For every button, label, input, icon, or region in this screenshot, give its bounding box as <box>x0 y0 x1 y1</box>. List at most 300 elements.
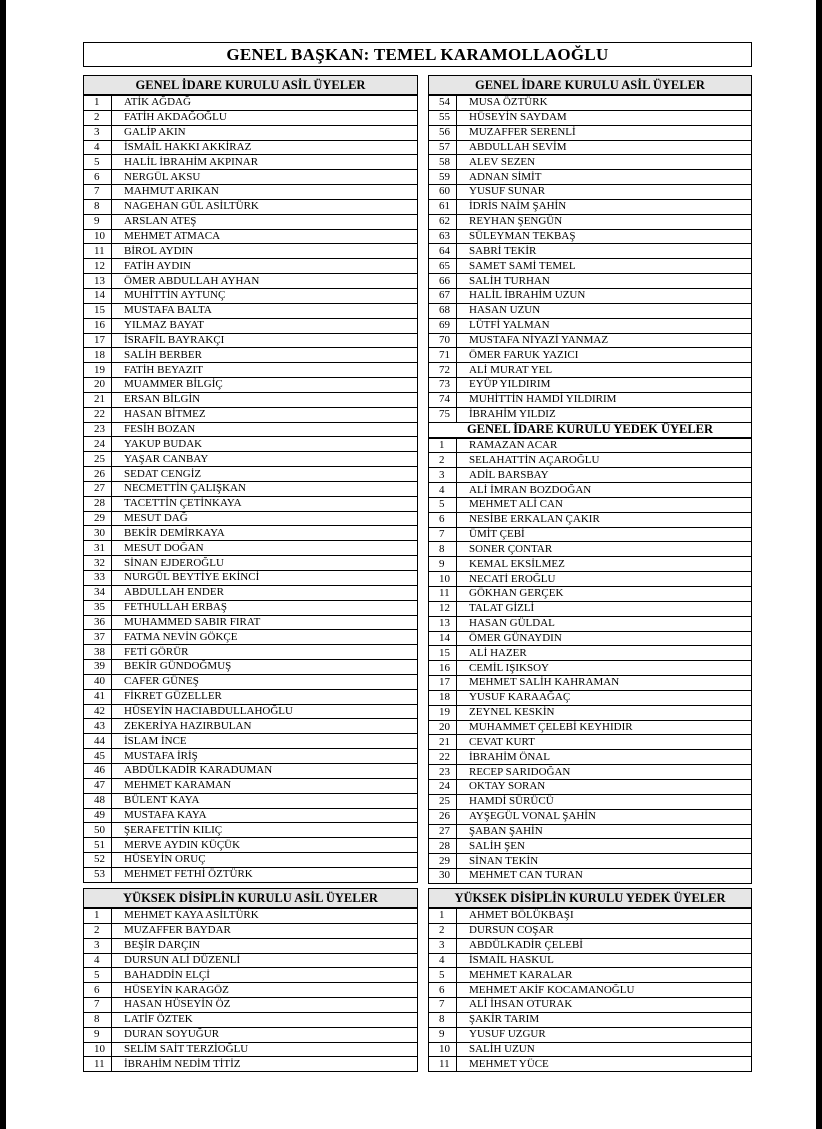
member-number: 6 <box>84 170 112 185</box>
member-name: KEMAL EKSİLMEZ <box>457 557 752 572</box>
member-number: 13 <box>429 616 457 631</box>
member-number: 11 <box>429 587 457 602</box>
member-number: 7 <box>429 998 457 1013</box>
table-row <box>84 392 418 407</box>
member-number: 4 <box>429 483 457 498</box>
table-row <box>429 527 752 542</box>
table-row <box>429 909 752 924</box>
table-row <box>84 378 418 393</box>
table-row <box>84 998 418 1013</box>
member-name: GÖKHAN GERÇEK <box>457 587 752 602</box>
member-number: 4 <box>84 953 112 968</box>
table-row <box>429 497 752 512</box>
member-number: 28 <box>84 496 112 511</box>
member-number: 12 <box>429 601 457 616</box>
table-row <box>84 407 418 422</box>
member-number: 3 <box>429 938 457 953</box>
table-row <box>84 615 418 630</box>
member-number: 53 <box>84 867 112 882</box>
member-name: LATİF ÖZTEK <box>112 1012 418 1027</box>
member-name: BEKİR GÜNDOĞMUŞ <box>112 660 418 675</box>
ydk-yedek-section <box>428 888 752 1072</box>
member-number: 55 <box>429 110 457 125</box>
member-name: FİKRET GÜZELLER <box>112 689 418 704</box>
member-name: HÜSEYİN HACIABDULLAHOĞLU <box>112 704 418 719</box>
member-number: 11 <box>429 1057 457 1072</box>
table-row <box>84 867 418 882</box>
table-row <box>429 923 752 938</box>
member-number: 45 <box>84 749 112 764</box>
member-number: 54 <box>429 96 457 111</box>
table-row <box>429 170 752 185</box>
table-row <box>84 363 418 378</box>
table-row <box>429 953 752 968</box>
member-name: ABDÜLKADİR KARADUMAN <box>112 763 418 778</box>
table-row <box>84 303 418 318</box>
member-name: HASAN UZUN <box>457 303 752 318</box>
ydk-asil-table <box>83 908 418 1072</box>
table-row <box>84 452 418 467</box>
table-row <box>84 938 418 953</box>
table-row <box>84 170 418 185</box>
member-name: DURAN SOYUĞUR <box>112 1027 418 1042</box>
member-number: 63 <box>429 229 457 244</box>
table-row <box>429 690 752 705</box>
member-number: 9 <box>429 557 457 572</box>
table-row <box>84 496 418 511</box>
member-name: SAMET SAMİ TEMEL <box>457 259 752 274</box>
member-number: 7 <box>429 527 457 542</box>
table-row <box>84 909 418 924</box>
ydk-yedek-table <box>428 908 752 1072</box>
table-row <box>429 185 752 200</box>
member-number: 6 <box>429 512 457 527</box>
member-name: HÜSEYİN SAYDAM <box>457 110 752 125</box>
member-name: NECATİ EROĞLU <box>457 572 752 587</box>
gik-asil-table-right <box>428 95 752 423</box>
table-row <box>84 630 418 645</box>
table-row <box>84 1012 418 1027</box>
member-name: YILMAZ BAYAT <box>112 318 418 333</box>
member-number: 37 <box>84 630 112 645</box>
member-number: 24 <box>429 779 457 794</box>
table-row <box>84 467 418 482</box>
section-title-ydk-asil: YÜKSEK DİSİPLİN KURULU ASİL ÜYELER <box>83 888 418 908</box>
table-row <box>84 155 418 170</box>
member-name: HASAN GÜLDAL <box>457 616 752 631</box>
table-row <box>84 437 418 452</box>
member-number: 18 <box>84 348 112 363</box>
member-name: MEHMET KARALAR <box>457 968 752 983</box>
member-number: 19 <box>429 705 457 720</box>
member-name: ALEV SEZEN <box>457 155 752 170</box>
member-name: MUHAMMED SABIR FIRAT <box>112 615 418 630</box>
member-name: HALİL İBRAHİM UZUN <box>457 288 752 303</box>
member-number: 69 <box>429 318 457 333</box>
member-number: 74 <box>429 392 457 407</box>
member-number: 28 <box>429 839 457 854</box>
member-number: 66 <box>429 274 457 289</box>
table-row <box>84 968 418 983</box>
table-row <box>429 363 752 378</box>
member-number: 1 <box>84 909 112 924</box>
member-number: 3 <box>84 125 112 140</box>
member-number: 5 <box>84 155 112 170</box>
member-name: MESUT DAĞ <box>112 511 418 526</box>
member-name: ALİ İMRAN BOZDOĞAN <box>457 483 752 498</box>
member-number: 60 <box>429 185 457 200</box>
member-number: 3 <box>429 468 457 483</box>
member-number: 10 <box>429 1042 457 1057</box>
member-number: 6 <box>429 983 457 998</box>
member-name: MUSTAFA NİYAZİ YANMAZ <box>457 333 752 348</box>
member-name: İDRİS NAİM ŞAHİN <box>457 199 752 214</box>
member-name: MUSTAFA BALTA <box>112 303 418 318</box>
table-row <box>84 244 418 259</box>
member-number: 51 <box>84 838 112 853</box>
member-name: DURSUN COŞAR <box>457 923 752 938</box>
member-number: 16 <box>84 318 112 333</box>
table-row <box>429 214 752 229</box>
table-row <box>84 481 418 496</box>
member-number: 6 <box>84 983 112 998</box>
member-name: SALİH TURHAN <box>457 274 752 289</box>
table-row <box>429 259 752 274</box>
member-name: MEHMET ATMACA <box>112 229 418 244</box>
member-name: MESUT DOĞAN <box>112 541 418 556</box>
table-row <box>84 953 418 968</box>
member-name: MERVE AYDIN KÜÇÜK <box>112 838 418 853</box>
member-name: MUHAMMET ÇELEBİ KEYHIDIR <box>457 720 752 735</box>
member-name: MEHMET SALİH KAHRAMAN <box>457 676 752 691</box>
table-row <box>84 778 418 793</box>
table-row <box>429 333 752 348</box>
member-number: 7 <box>84 185 112 200</box>
member-number: 14 <box>84 288 112 303</box>
member-name: ZEKERİYA HAZIRBULAN <box>112 719 418 734</box>
member-number: 18 <box>429 690 457 705</box>
member-name: ADİL BARSBAY <box>457 468 752 483</box>
table-row <box>84 808 418 823</box>
table-row <box>84 734 418 749</box>
member-number: 58 <box>429 155 457 170</box>
member-number: 11 <box>84 1057 112 1072</box>
member-name: AHMET BÖLÜKBAŞI <box>457 909 752 924</box>
gik-asil-table-left <box>83 95 418 883</box>
member-number: 5 <box>429 497 457 512</box>
member-name: ABDULLAH ENDER <box>112 585 418 600</box>
member-number: 24 <box>84 437 112 452</box>
table-row <box>429 125 752 140</box>
member-name: CAFER GÜNEŞ <box>112 674 418 689</box>
table-row <box>429 348 752 363</box>
member-name: MUHİTTİN HAMDİ YILDIRIM <box>457 392 752 407</box>
member-number: 4 <box>429 953 457 968</box>
member-name: AYŞEGÜL VONAL ŞAHİN <box>457 809 752 824</box>
table-row <box>84 600 418 615</box>
table-row <box>429 542 752 557</box>
member-name: HASAN BİTMEZ <box>112 407 418 422</box>
table-row <box>429 869 752 884</box>
member-name: RECEP SARIDOĞAN <box>457 765 752 780</box>
member-number: 33 <box>84 571 112 586</box>
member-number: 29 <box>84 511 112 526</box>
table-row <box>84 1042 418 1057</box>
member-number: 4 <box>84 140 112 155</box>
table-row <box>429 1057 752 1072</box>
member-number: 17 <box>84 333 112 348</box>
member-name: İBRAHİM YILDIZ <box>457 407 752 422</box>
table-row <box>429 720 752 735</box>
page-title: GENEL BAŞKAN: TEMEL KARAMOLLAOĞLU <box>83 42 752 67</box>
member-number: 32 <box>84 556 112 571</box>
member-number: 21 <box>84 392 112 407</box>
member-name: NERGÜL AKSU <box>112 170 418 185</box>
table-row <box>429 557 752 572</box>
member-name: ÖMER FARUK YAZICI <box>457 348 752 363</box>
member-number: 38 <box>84 645 112 660</box>
member-name: BÜLENT KAYA <box>112 793 418 808</box>
table-row <box>429 392 752 407</box>
member-name: SİNAN EJDEROĞLU <box>112 556 418 571</box>
member-number: 1 <box>429 438 457 453</box>
section-title-gik-asil: GENEL İDARE KURULU ASİL ÜYELER <box>83 75 418 95</box>
member-name: ERSAN BİLGİN <box>112 392 418 407</box>
member-name: SELAHATTİN AÇAROĞLU <box>457 453 752 468</box>
table-row <box>84 140 418 155</box>
member-name: GALİP AKIN <box>112 125 418 140</box>
member-number: 8 <box>84 199 112 214</box>
member-number: 64 <box>429 244 457 259</box>
table-row <box>84 983 418 998</box>
table-row <box>84 823 418 838</box>
member-name: NURGÜL BEYTİYE EKİNCİ <box>112 571 418 586</box>
member-number: 14 <box>429 631 457 646</box>
member-name: YUSUF KARAAĞAÇ <box>457 690 752 705</box>
member-number: 26 <box>84 467 112 482</box>
member-name: MUSA ÖZTÜRK <box>457 96 752 111</box>
table-row <box>429 705 752 720</box>
member-number: 2 <box>84 923 112 938</box>
table-row <box>429 155 752 170</box>
member-name: SEDAT CENGİZ <box>112 467 418 482</box>
table-row <box>429 824 752 839</box>
member-name: ŞERAFETTİN KILIÇ <box>112 823 418 838</box>
member-name: FATİH AKDAĞOĞLU <box>112 110 418 125</box>
table-row <box>429 968 752 983</box>
table-row <box>429 1012 752 1027</box>
member-number: 61 <box>429 199 457 214</box>
member-name: SONER ÇONTAR <box>457 542 752 557</box>
table-row <box>429 110 752 125</box>
member-name: MEHMET YÜCE <box>457 1057 752 1072</box>
table-row <box>84 511 418 526</box>
member-name: ÖMER GÜNAYDIN <box>457 631 752 646</box>
member-name: ABDÜLKADİR ÇELEBİ <box>457 938 752 953</box>
member-number: 27 <box>84 481 112 496</box>
table-row <box>84 125 418 140</box>
table-row <box>429 453 752 468</box>
table-row <box>84 689 418 704</box>
table-row <box>429 318 752 333</box>
member-number: 21 <box>429 735 457 750</box>
table-row <box>429 983 752 998</box>
member-number: 75 <box>429 407 457 422</box>
table-row <box>429 1042 752 1057</box>
member-number: 39 <box>84 660 112 675</box>
table-row <box>84 318 418 333</box>
table-row <box>429 938 752 953</box>
member-name: MUSTAFA KAYA <box>112 808 418 823</box>
member-number: 2 <box>84 110 112 125</box>
member-number: 70 <box>429 333 457 348</box>
member-name: SALİH UZUN <box>457 1042 752 1057</box>
member-name: MEHMET CAN TURAN <box>457 869 752 884</box>
member-number: 34 <box>84 585 112 600</box>
table-row <box>429 572 752 587</box>
member-number: 11 <box>84 244 112 259</box>
member-name: SÜLEYMAN TEKBAŞ <box>457 229 752 244</box>
member-number: 68 <box>429 303 457 318</box>
table-row <box>84 704 418 719</box>
gik-yedek-table <box>428 438 752 884</box>
member-number: 2 <box>429 923 457 938</box>
member-name: MUHİTTİN AYTUNÇ <box>112 288 418 303</box>
member-name: FATİH AYDIN <box>112 259 418 274</box>
member-name: EYÜP YILDIRIM <box>457 378 752 393</box>
table-row <box>429 229 752 244</box>
member-number: 30 <box>429 869 457 884</box>
member-number: 7 <box>84 998 112 1013</box>
table-row <box>429 483 752 498</box>
table-row <box>84 571 418 586</box>
member-number: 65 <box>429 259 457 274</box>
member-name: BEKİR DEMİRKAYA <box>112 526 418 541</box>
member-number: 13 <box>84 274 112 289</box>
member-number: 43 <box>84 719 112 734</box>
member-name: FETHULLAH ERBAŞ <box>112 600 418 615</box>
member-name: İSMAİL HAKKI AKKİRAZ <box>112 140 418 155</box>
member-number: 27 <box>429 824 457 839</box>
table-row <box>429 794 752 809</box>
member-name: OKTAY SORAN <box>457 779 752 794</box>
table-row <box>429 779 752 794</box>
member-number: 8 <box>429 1012 457 1027</box>
member-name: MEHMET KARAMAN <box>112 778 418 793</box>
member-number: 22 <box>429 750 457 765</box>
table-row <box>84 214 418 229</box>
table-row <box>429 378 752 393</box>
member-number: 5 <box>429 968 457 983</box>
document-page <box>6 0 816 1129</box>
member-number: 29 <box>429 854 457 869</box>
member-name: ŞABAN ŞAHİN <box>457 824 752 839</box>
member-name: YAKUP BUDAK <box>112 437 418 452</box>
table-row <box>429 676 752 691</box>
table-row <box>429 468 752 483</box>
table-row <box>429 407 752 422</box>
table-row <box>84 585 418 600</box>
member-number: 42 <box>84 704 112 719</box>
gik-asil-left-column <box>83 75 418 883</box>
member-name: HÜSEYİN KARAGÖZ <box>112 983 418 998</box>
member-number: 31 <box>84 541 112 556</box>
table-row <box>429 631 752 646</box>
member-name: SALİH BERBER <box>112 348 418 363</box>
member-name: MEHMET AKİF KOCAMANOĞLU <box>457 983 752 998</box>
member-name: İSRAFİL BAYRAKÇI <box>112 333 418 348</box>
member-number: 46 <box>84 763 112 778</box>
member-name: TALAT GİZLİ <box>457 601 752 616</box>
table-row <box>429 244 752 259</box>
member-name: YAŞAR CANBAY <box>112 452 418 467</box>
member-name: ADNAN SİMİT <box>457 170 752 185</box>
member-name: BAHADDİN ELÇİ <box>112 968 418 983</box>
member-name: NESİBE ERKALAN ÇAKIR <box>457 512 752 527</box>
table-row <box>429 288 752 303</box>
member-name: MUAMMER BİLGİÇ <box>112 378 418 393</box>
table-row <box>84 199 418 214</box>
member-number: 56 <box>429 125 457 140</box>
member-number: 40 <box>84 674 112 689</box>
member-name: MEHMET ALİ CAN <box>457 497 752 512</box>
section-title-gik-yedek: GENEL İDARE KURULU YEDEK ÜYELER <box>428 423 752 438</box>
member-name: HÜSEYİN ORUÇ <box>112 853 418 868</box>
member-number: 67 <box>429 288 457 303</box>
member-name: DURSUN ALİ DÜZENLİ <box>112 953 418 968</box>
member-name: CEVAT KURT <box>457 735 752 750</box>
member-number: 10 <box>429 572 457 587</box>
member-name: HAMDİ SÜRÜCÜ <box>457 794 752 809</box>
member-name: HASAN HÜSEYİN ÖZ <box>112 998 418 1013</box>
member-name: ZEYNEL KESKİN <box>457 705 752 720</box>
table-row <box>429 303 752 318</box>
table-row <box>84 229 418 244</box>
member-name: MEHMET FETHİ ÖZTÜRK <box>112 867 418 882</box>
table-row <box>84 348 418 363</box>
table-row <box>84 110 418 125</box>
ydk-asil-section <box>83 888 418 1072</box>
table-row <box>429 96 752 111</box>
member-name: İSMAİL HASKUL <box>457 953 752 968</box>
member-number: 9 <box>429 1027 457 1042</box>
member-name: FATİH BEYAZIT <box>112 363 418 378</box>
table-row <box>84 838 418 853</box>
member-name: SELİM SAİT TERZİOĞLU <box>112 1042 418 1057</box>
member-name: ÜMİT ÇEBİ <box>457 527 752 542</box>
member-name: ÖMER ABDULLAH AYHAN <box>112 274 418 289</box>
table-row <box>429 661 752 676</box>
table-row <box>84 526 418 541</box>
member-name: NECMETTİN ÇALIŞKAN <box>112 481 418 496</box>
member-number: 8 <box>429 542 457 557</box>
member-name: BEŞİR DARÇIN <box>112 938 418 953</box>
member-number: 35 <box>84 600 112 615</box>
table-row <box>84 541 418 556</box>
table-row <box>84 422 418 437</box>
member-number: 10 <box>84 229 112 244</box>
member-number: 3 <box>84 938 112 953</box>
table-row <box>84 674 418 689</box>
member-name: FESİH BOZAN <box>112 422 418 437</box>
member-name: YUSUF SUNAR <box>457 185 752 200</box>
member-number: 25 <box>84 452 112 467</box>
gik-right-column <box>428 75 752 884</box>
table-row <box>84 1027 418 1042</box>
member-number: 9 <box>84 1027 112 1042</box>
member-name: ŞAKİR TARIM <box>457 1012 752 1027</box>
member-number: 20 <box>429 720 457 735</box>
